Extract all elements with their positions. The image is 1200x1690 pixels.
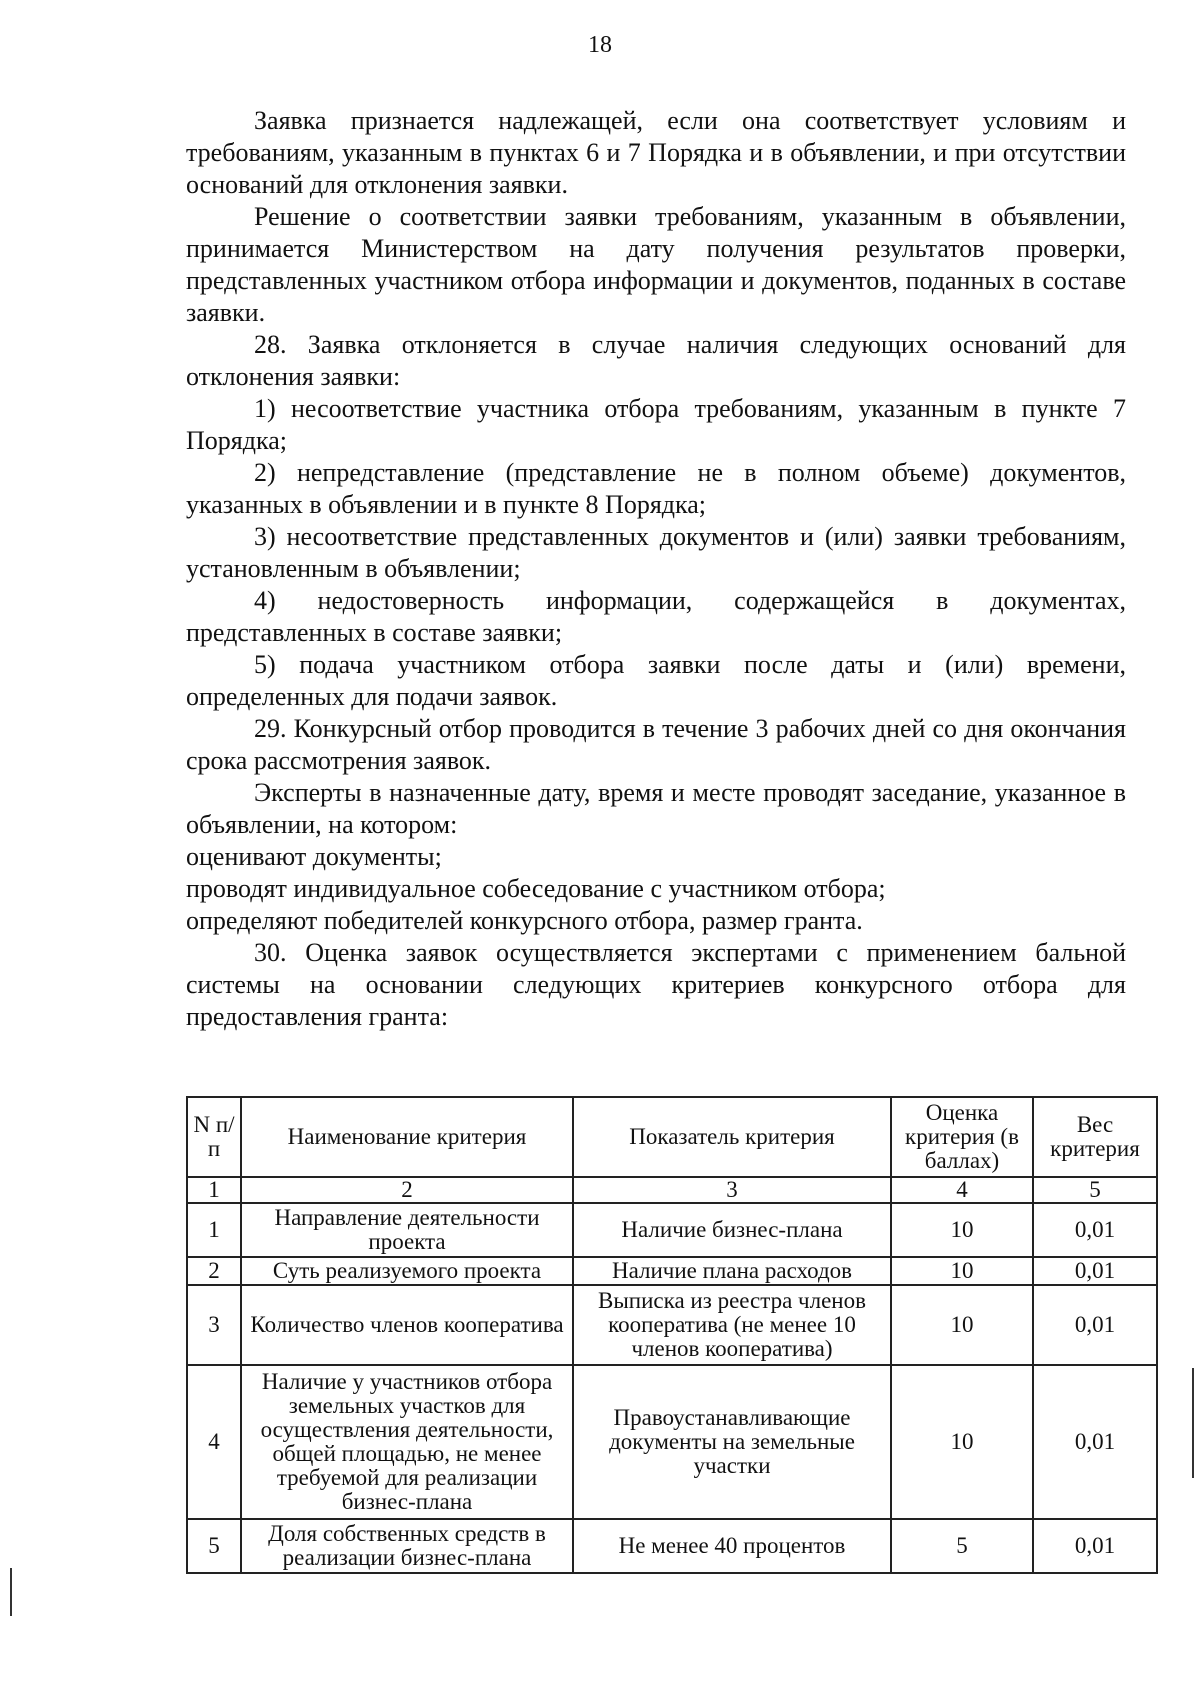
criterion-score: 10 [891,1365,1033,1519]
row-number: 3 [187,1285,241,1365]
criterion-indicator: Наличие бизнес-плана [573,1203,891,1257]
criterion-name: Направление деятельности проекта [241,1203,573,1257]
column-number: 3 [573,1177,891,1203]
document-body [186,105,1126,1033]
list-item-28-5: 5) подача участником отбора заявки после даты и (или) времени, определенных для подачи заявок. [186,650,1126,711]
row-number: 2 [187,1257,241,1285]
column-number: 4 [891,1177,1033,1203]
list-item-winners: определяют победителей конкурсного отбора, размер гранта. [186,906,863,935]
list-item-interview: проводят индивидуальное собеседование с участником отбора; [186,874,886,903]
table-row [187,1203,1157,1257]
paragraph-experts: Эксперты в назначенные дату, время и месте проводят заседание, указанное в объявлении, на котором: [186,778,1126,839]
criterion-name: Суть реализуемого проекта [241,1257,573,1285]
paragraph-application-proper: Заявка признается надлежащей, если она соответствует условиям и требованиям, указанным в пунктах 6 и 7 Порядка и в объявлении, и при отсутствии оснований для отклонения заявки. [186,106,1126,199]
criterion-name: Количество членов кооператива [241,1285,573,1365]
scan-edge-mark [1192,1368,1194,1478]
paragraph-30: 30. Оценка заявок осуществляется экспертами с применением бальной системы на основании следующих критериев конкурсного отбора для предоставления гранта: [186,938,1126,1031]
criterion-name: Наличие у участников отбора земельных участков для осуществления деятельности, общей площадью, не менее требуемой для реализации бизнес-плана [241,1365,573,1519]
criterion-indicator: Правоустанавливающие документы на земельные участки [573,1365,891,1519]
list-item-28-3: 3) несоответствие представленных документов и (или) заявки требованиям, установленным в объявлении; [186,522,1126,583]
scan-edge-mark [10,1568,12,1616]
list-item-28-1: 1) несоответствие участника отбора требованиям, указанным в пункте 7 Порядка; [186,394,1126,455]
table-row [187,1519,1157,1573]
criteria-table [186,1096,1158,1574]
criterion-weight: 0,01 [1033,1365,1157,1519]
table-row [187,1257,1157,1285]
column-number: 1 [187,1177,241,1203]
criterion-indicator: Наличие плана расходов [573,1257,891,1285]
criterion-score: 10 [891,1257,1033,1285]
paragraph-28: 28. Заявка отклоняется в случае наличия следующих оснований для отклонения заявки: [186,330,1126,391]
table-row [187,1285,1157,1365]
criterion-indicator: Выписка из реестра членов кооператива (не менее 10 членов кооператива) [573,1285,891,1365]
list-item-evaluate: оценивают документы; [186,842,442,871]
criterion-weight: 0,01 [1033,1519,1157,1573]
table-row [187,1365,1157,1519]
header-criterion-weight: Вес критерия [1033,1097,1157,1177]
header-criterion-score: Оценка критерия (в баллах) [891,1097,1033,1177]
criterion-indicator: Не менее 40 процентов [573,1519,891,1573]
row-number: 1 [187,1203,241,1257]
list-item-28-4: 4) недостоверность информации, содержащейся в документах, представленных в составе заявки; [186,586,1126,647]
page-number: 18 [588,32,612,58]
table-header-row [187,1097,1157,1177]
list-item-28-2: 2) непредставление (представление не в полном объеме) документов, указанных в объявлении и в пункте 8 Порядка; [186,458,1126,519]
criterion-weight: 0,01 [1033,1285,1157,1365]
header-number: N п/п [187,1097,241,1177]
row-number: 4 [187,1365,241,1519]
criterion-score: 5 [891,1519,1033,1573]
paragraph-29: 29. Конкурсный отбор проводится в течение 3 рабочих дней со дня окончания срока рассмотрения заявок. [186,714,1126,775]
header-criterion-indicator: Показатель критерия [573,1097,891,1177]
criterion-weight: 0,01 [1033,1257,1157,1285]
row-number: 5 [187,1519,241,1573]
criterion-name: Доля собственных средств в реализации бизнес-плана [241,1519,573,1573]
criterion-score: 10 [891,1285,1033,1365]
criterion-score: 10 [891,1203,1033,1257]
criterion-weight: 0,01 [1033,1203,1157,1257]
column-number-row [187,1177,1157,1203]
paragraph-decision: Решение о соответствии заявки требованиям, указанным в объявлении, принимается Министерством на дату получения результатов проверки, представленных участником отбора информации и документов, поданных в составе заявки. [186,202,1126,327]
column-number: 5 [1033,1177,1157,1203]
header-criterion-name: Наименование критерия [241,1097,573,1177]
column-number: 2 [241,1177,573,1203]
